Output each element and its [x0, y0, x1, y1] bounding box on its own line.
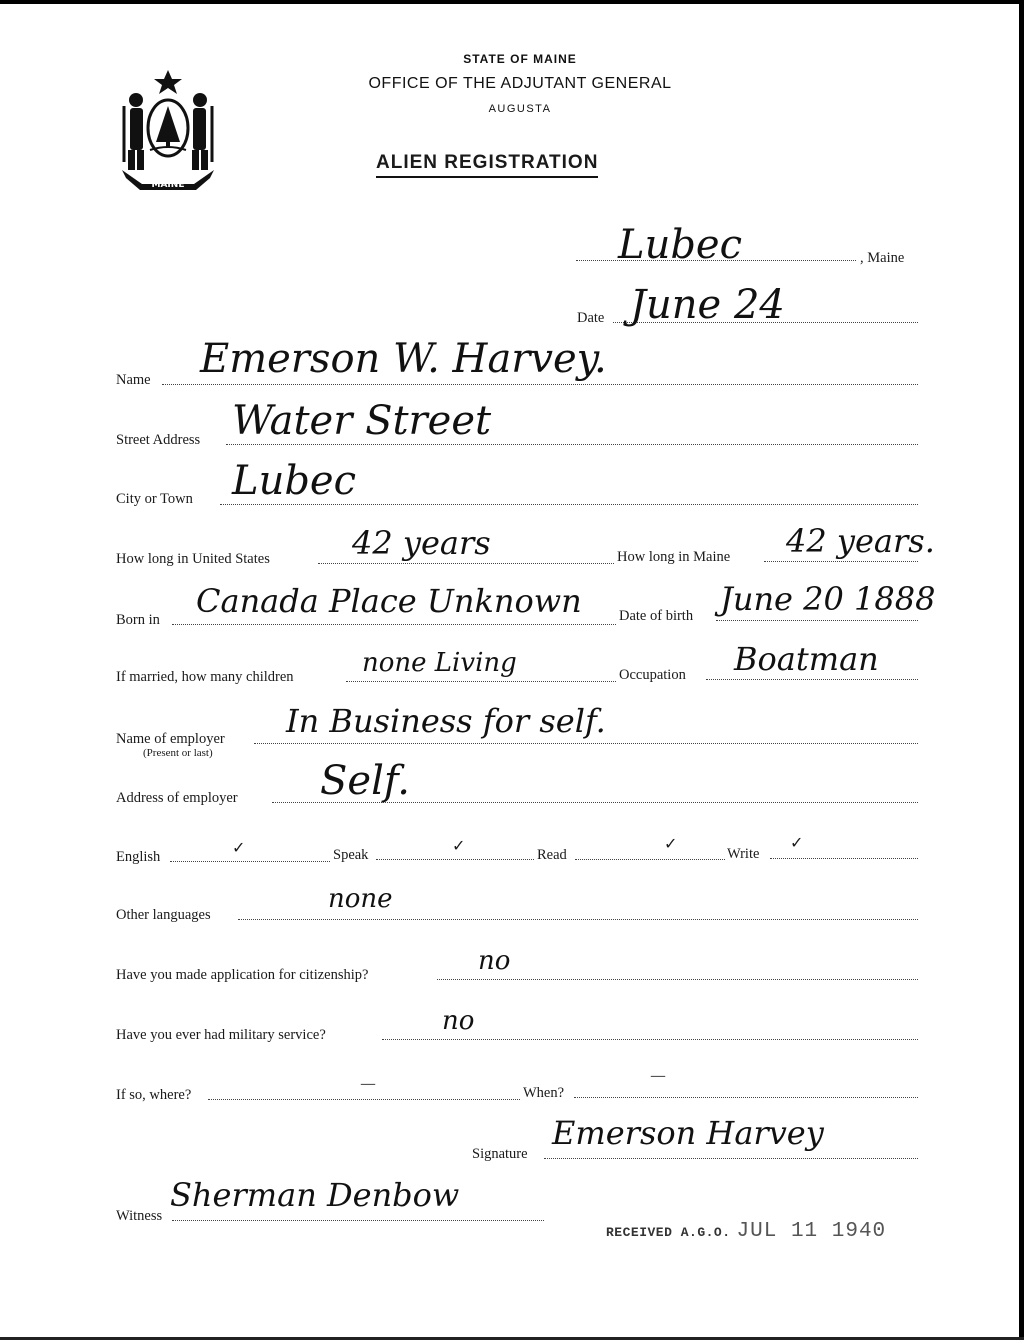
signature-label: Signature: [472, 1146, 528, 1162]
military-value: no: [442, 1006, 475, 1036]
read-label: Read: [537, 847, 567, 863]
when-line: [574, 1097, 918, 1098]
header-office: OFFICE OF THE ADJUTANT GENERAL: [368, 75, 672, 92]
citizenship-value: no: [478, 946, 511, 976]
employer-value: In Business for self.: [286, 702, 606, 740]
write-check: ✓: [790, 833, 804, 852]
us-duration-label: How long in United States: [116, 551, 270, 567]
maine-duration-label: How long in Maine: [617, 549, 731, 565]
witness-value: Sherman Denbow: [170, 1176, 460, 1214]
city-label: City or Town: [116, 491, 193, 507]
street-line: [226, 444, 918, 445]
employer-address-value: Self.: [320, 758, 410, 804]
children-line: [346, 681, 616, 682]
form-title: ALIEN REGISTRATION: [376, 152, 598, 178]
born-label: Born in: [116, 612, 160, 628]
svg-text:MAINE: MAINE: [151, 180, 185, 190]
children-value: none Living: [362, 648, 517, 678]
speak-line: [376, 859, 534, 860]
name-value: Emerson W. Harvey.: [200, 336, 607, 382]
english-line: [170, 861, 330, 862]
where-line: [208, 1099, 520, 1100]
english-check: ✓: [232, 838, 246, 857]
employer-line: [254, 743, 918, 744]
military-label: Have you ever had military service?: [116, 1027, 326, 1043]
other-languages-label: Other languages: [116, 907, 211, 923]
date-label: Date: [577, 310, 605, 326]
citizenship-line: [437, 979, 918, 980]
maine-state-seal: [112, 66, 224, 192]
date-value: June 24: [630, 282, 785, 328]
write-line: [770, 858, 918, 859]
birth-date-value: June 20 1888: [720, 580, 936, 618]
city-line: [220, 504, 918, 505]
write-label: Write: [727, 846, 760, 862]
place-suffix: , Maine: [860, 250, 905, 266]
signature-line: [544, 1158, 918, 1159]
received-stamp: [606, 1220, 886, 1243]
born-value: Canada Place Unknown: [196, 582, 582, 620]
us-duration-line: [318, 563, 614, 564]
witness-line: [172, 1220, 544, 1221]
city-value: Lubec: [232, 458, 357, 504]
header-city: AUGUSTA: [488, 103, 552, 115]
born-line: [172, 624, 616, 625]
birth-date-line: [716, 620, 918, 621]
other-languages-value: none: [328, 884, 393, 914]
children-label: If married, how many children: [116, 669, 294, 685]
received-stamp-date: JUL 11 1940: [736, 1220, 887, 1243]
when-label: When?: [523, 1085, 565, 1101]
place-value: Lubec: [618, 222, 743, 268]
employer-sublabel: (Present or last): [143, 747, 213, 759]
speak-check: ✓: [452, 836, 466, 855]
speak-label: Speak: [333, 847, 369, 863]
occupation-value: Boatman: [734, 640, 879, 678]
header-state: STATE OF MAINE: [463, 52, 577, 66]
occupation-line: [706, 679, 918, 680]
occupation-label: Occupation: [619, 667, 686, 683]
street-value: Water Street: [232, 398, 492, 444]
english-label: English: [116, 849, 161, 865]
name-label: Name: [116, 372, 151, 388]
other-languages-line: [238, 919, 918, 920]
maine-duration-line: [764, 561, 918, 562]
employer-label: Name of employer: [116, 731, 225, 747]
employer-address-label: Address of employer: [116, 790, 238, 806]
scan-border-right: [1019, 0, 1024, 1340]
signature-value: Emerson Harvey: [552, 1114, 824, 1152]
received-stamp-label: RECEIVED A.G.O.: [606, 1225, 731, 1240]
birth-date-label: Date of birth: [619, 608, 694, 624]
where-label: If so, where?: [116, 1087, 192, 1103]
read-check: ✓: [664, 834, 678, 853]
where-value: —: [360, 1074, 376, 1093]
read-line: [575, 859, 725, 860]
street-label: Street Address: [116, 432, 201, 448]
name-line: [162, 384, 918, 385]
scan-border-top: [0, 0, 1024, 4]
when-value: —: [650, 1066, 666, 1085]
military-line: [382, 1039, 918, 1040]
us-duration-value: 42 years: [352, 524, 491, 562]
citizenship-label: Have you made application for citizenship?: [116, 967, 369, 983]
witness-label: Witness: [116, 1208, 163, 1224]
maine-duration-value: 42 years.: [786, 522, 935, 560]
